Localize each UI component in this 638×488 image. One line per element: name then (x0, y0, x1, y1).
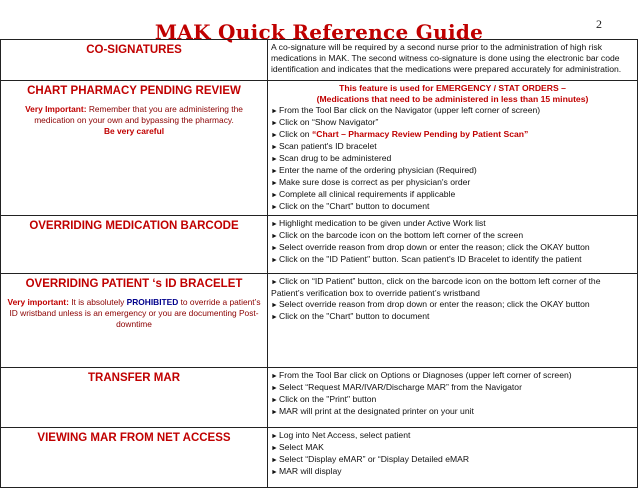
pharmacy-steps (271, 105, 634, 213)
cell-bracelet-heading (1, 274, 268, 368)
arrow-icon: ► (271, 192, 278, 199)
heading-bracelet: OVERRIDING PATIENT ‘s ID BRACELET (25, 278, 243, 290)
cosignatures-description: A co-signature will be required by a second nurse prior to the administration of high risk medications in MAK. The second witness co-signature is done using the electronic bar code identification and indicates that the medications were prepared accurately for administration. (271, 42, 622, 74)
arrow-icon: ► (271, 120, 278, 127)
cell-pharmacy-heading (1, 81, 268, 216)
page-title: MAK Quick Reference Guide (154, 20, 484, 44)
netaccess-steps (271, 430, 634, 478)
step-text: Click on the barcode icon on the bottom left corner of the screen (279, 230, 524, 240)
list-item (271, 218, 634, 230)
arrow-icon: ► (271, 221, 278, 228)
list-item (271, 201, 634, 213)
arrow-icon: ► (271, 469, 278, 476)
list-item (271, 311, 634, 323)
arrow-icon: ► (271, 233, 278, 240)
arrow-icon: ► (271, 204, 278, 211)
cell-netaccess-heading (1, 428, 268, 488)
bracelet-note (4, 297, 264, 330)
row-pharmacy (1, 81, 638, 216)
list-item (271, 382, 634, 394)
row-cosignatures (1, 40, 638, 81)
heading-pharmacy: CHART PHARMACY PENDING REVIEW (27, 85, 241, 97)
step-text: Log into Net Access, select patient (279, 430, 411, 440)
cell-netaccess-body (268, 428, 638, 488)
step-text: Select override reason from drop down or enter the reason; click the OKAY button (279, 299, 590, 309)
arrow-icon: ► (271, 302, 278, 309)
pharmacy-note-label: Very Important: (25, 104, 87, 114)
cell-cosignatures-heading (1, 40, 268, 81)
step-text: Click on the "Chart" button to document (279, 311, 430, 321)
arrow-icon: ► (271, 445, 278, 452)
row-bracelet (1, 274, 638, 368)
bracelet-note-text-b: to override a patient’s ID wristband unless is an emergency or you are documenting Post-downtime (9, 297, 261, 329)
cell-bracelet-body (268, 274, 638, 368)
heading-netaccess: VIEWING MAR FROM NET ACCESS (37, 432, 231, 444)
cell-cosignatures-body (268, 40, 638, 81)
cell-barcode-body (268, 216, 638, 274)
heading-transfer: TRANSFER MAR (88, 372, 180, 384)
list-item (271, 165, 634, 177)
step-text: MAR will display (279, 466, 342, 476)
step-text: Click on “Show Navigator” (279, 117, 379, 127)
arrow-icon: ► (271, 409, 278, 416)
reference-table (0, 39, 638, 488)
arrow-icon: ► (271, 108, 278, 115)
step-text: Select override reason from drop down or enter the reason; click the OKAY button (279, 242, 590, 252)
list-item (271, 117, 634, 129)
pharmacy-feature-line1: This feature is used for EMERGENCY / STAT ORDERS – (339, 83, 566, 93)
list-item (271, 370, 634, 382)
arrow-icon: ► (271, 433, 278, 440)
pharmacy-note-emphasis: Be very careful (103, 126, 165, 136)
cell-barcode-heading (1, 216, 268, 274)
step-text: Select MAK (279, 442, 324, 452)
arrow-icon: ► (271, 132, 278, 139)
arrow-icon: ► (271, 397, 278, 404)
list-item (271, 430, 634, 442)
step-text: From the Tool Bar click on Options or Diagnoses (upper left corner of screen) (279, 370, 572, 380)
pharmacy-feature-line2: (Medications that need to be administered in less than 15 minutes) (316, 94, 589, 104)
step-text: Scan drug to be administered (279, 153, 392, 163)
row-netaccess (1, 428, 638, 488)
arrow-icon: ► (271, 257, 278, 264)
cell-pharmacy-body (268, 81, 638, 216)
arrow-icon: ► (271, 457, 278, 464)
step-text: Click on the "ID Patient" button. Scan patient's ID Bracelet to identify the patient (279, 254, 582, 264)
list-item (271, 141, 634, 153)
list-item (271, 177, 634, 189)
arrow-icon: ► (271, 279, 278, 286)
step-text: Select “Display eMAR” or “Display Detailed eMAR (279, 454, 470, 464)
step-text: From the Tool Bar click on the Navigator (upper left corner of screen) (279, 105, 541, 115)
list-item (271, 129, 634, 141)
list-item (271, 105, 634, 117)
arrow-icon: ► (271, 156, 278, 163)
arrow-icon: ► (271, 373, 278, 380)
list-item (271, 242, 634, 254)
step-text: Scan patient's ID bracelet (279, 141, 377, 151)
arrow-icon: ► (271, 168, 278, 175)
arrow-icon: ► (271, 144, 278, 151)
list-item (271, 406, 634, 418)
cell-transfer-body (268, 368, 638, 428)
step-text: MAR will print at the designated printer on your unit (279, 406, 474, 416)
cell-transfer-heading (1, 368, 268, 428)
step-text: Click on the "Chart" button to document (279, 201, 430, 211)
arrow-icon: ► (271, 385, 278, 392)
heading-barcode: OVERRIDING MEDICATION BARCODE (29, 220, 239, 232)
list-item (271, 276, 634, 299)
transfer-steps (271, 370, 634, 418)
list-item (271, 153, 634, 165)
step-text: Enter the name of the ordering physician (Required) (279, 165, 477, 175)
bracelet-note-emphasis: PROHIBITED (126, 297, 179, 307)
list-item (271, 442, 634, 454)
arrow-icon: ► (271, 245, 278, 252)
step-text: Highlight medication to be given under Active Work list (279, 218, 486, 228)
arrow-icon: ► (271, 180, 278, 187)
arrow-icon: ► (271, 314, 278, 321)
step-text: Complete all clinical requirements if applicable (279, 189, 456, 199)
list-item (271, 254, 634, 266)
heading-cosignatures: CO-SIGNATURES (86, 44, 182, 56)
step-text: Click on the "Print" button (279, 394, 377, 404)
step-text: Select “Request MAR/IVAR/Discharge MAR” from the Navigator (279, 382, 522, 392)
list-item (271, 466, 634, 478)
list-item (271, 230, 634, 242)
row-barcode (1, 216, 638, 274)
page-number: 2 (596, 17, 602, 31)
barcode-steps (271, 218, 634, 266)
list-item (271, 454, 634, 466)
row-transfer (1, 368, 638, 428)
list-item (271, 189, 634, 201)
list-item (271, 394, 634, 406)
step-text: Make sure dose is correct as per physician's order (279, 177, 471, 187)
bracelet-note-text-a: It is absolutely (68, 297, 127, 307)
bracelet-steps (271, 276, 634, 323)
list-item (271, 299, 634, 311)
bracelet-note-label: Very important: (7, 297, 69, 307)
pharmacy-note-text: Remember that you are administering the medication on your own and bypassing the pharmacy. (34, 104, 243, 125)
step-emphasis: “Chart – Pharmacy Review Pending by Patient Scan” (311, 129, 529, 139)
step-text: Click on (279, 129, 312, 139)
step-text: Click on “ID Patient” button, click on the barcode icon on the bottom left corner of the Patient’s verification box to override patient’s wristband (271, 276, 601, 298)
pharmacy-note (4, 104, 264, 137)
